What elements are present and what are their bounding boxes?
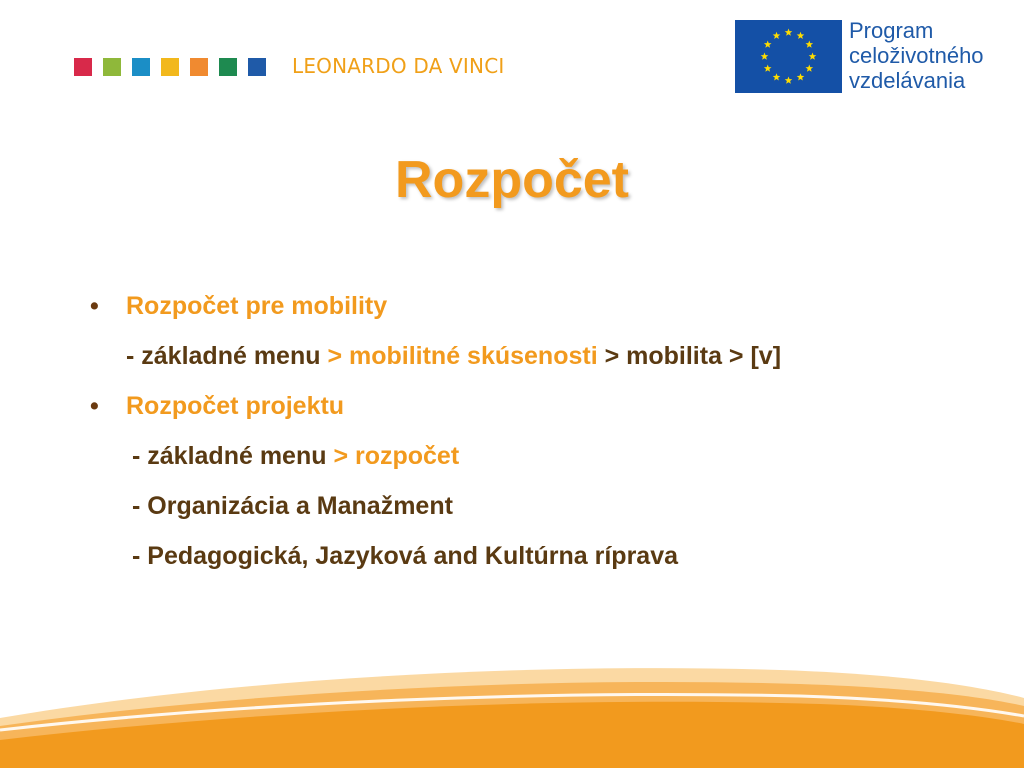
brand-square <box>248 58 266 76</box>
sub-line-part: - Pedagogická, Jazyková and Kultúrna ríprava <box>132 542 679 570</box>
brand-square <box>190 58 208 76</box>
sub-line <box>126 342 781 371</box>
brand-square <box>74 58 92 76</box>
eu-program-line: vzdelávania <box>849 68 966 93</box>
sub-line-part: > mobilitné skúsenosti <box>320 342 598 370</box>
bullet-heading: Rozpočet projektu <box>126 392 345 420</box>
sub-line-part: - základné menu <box>132 442 327 470</box>
bullet-marker: • <box>90 292 99 320</box>
sub-line <box>132 542 678 571</box>
eu-flag-logo <box>735 20 842 93</box>
sub-line-part: > rozpočet <box>326 442 460 470</box>
sub-line-part: - základné menu <box>126 342 321 370</box>
bullet-marker: • <box>90 392 99 420</box>
sub-line-part: > mobilita > [v] <box>597 342 782 370</box>
eu-program-line: celoživotného <box>849 43 984 68</box>
brand-square <box>103 58 121 76</box>
sub-line-part: - Organizácia a Manažment <box>132 492 453 520</box>
slide-title: Rozpočet <box>395 151 629 209</box>
brand-squares <box>74 58 266 76</box>
brand-square <box>161 58 179 76</box>
sub-line <box>132 442 459 471</box>
brand-square <box>219 58 237 76</box>
bullet-heading: Rozpočet pre mobility <box>126 292 388 320</box>
eu-program-label <box>849 18 984 93</box>
bottom-wave-decoration <box>0 640 1024 768</box>
sub-line <box>132 492 453 521</box>
program-name: LEONARDO DA VINCI <box>292 54 505 78</box>
brand-square <box>132 58 150 76</box>
eu-program-line: Program <box>849 18 934 43</box>
